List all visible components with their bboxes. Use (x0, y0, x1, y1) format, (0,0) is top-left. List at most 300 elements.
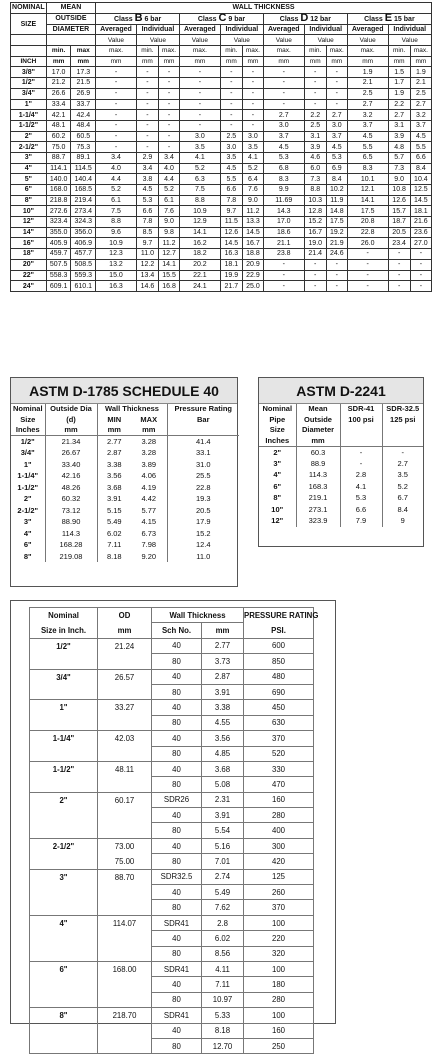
value-cell: - (96, 131, 137, 142)
value-cell: 3.0 (242, 131, 263, 142)
blank-cell (11, 46, 47, 57)
thickness-cell: 5.54 (202, 823, 244, 838)
size-cell: 1/2" (30, 638, 98, 653)
value-cell: - (347, 270, 388, 281)
size-cell: 3" (273, 458, 282, 468)
table-row (11, 551, 239, 563)
value-cell: 168.28 (45, 539, 97, 551)
value-cell: - (159, 110, 180, 121)
thickness-cell: 2.87 (202, 669, 244, 684)
value-cell: - (96, 67, 137, 78)
astm-d1785-panel (10, 377, 238, 587)
table-row (259, 504, 423, 516)
thickness-cell: 7.11 (202, 977, 244, 992)
table-row (11, 206, 432, 217)
value-cell: - (388, 259, 410, 270)
od-cell: 42.03 (98, 731, 152, 746)
pressure-cell: 180 (244, 977, 314, 992)
thickness-cell: 7.01 (202, 854, 244, 869)
size-cell: 4" (30, 915, 98, 930)
value-cell: - (410, 281, 431, 292)
min-header: min. (136, 46, 158, 57)
value-cell: - (242, 67, 263, 78)
value-cell: 10.9 (96, 238, 137, 249)
value-cell: 60.32 (45, 493, 97, 505)
value-cell: 3.0 (220, 142, 242, 153)
astm-d1785-title: ASTM D-1785 SCHEDULE 40 (11, 378, 237, 404)
sch-cell: 80 (152, 823, 202, 838)
od-cell (98, 808, 152, 823)
od-cell (98, 715, 152, 730)
value-cell: - (180, 78, 221, 89)
value-cell: - (136, 78, 158, 89)
value-cell: 60.3 (296, 446, 340, 458)
pressure-cell: 690 (244, 684, 314, 699)
table-row (11, 493, 239, 505)
table-row (11, 110, 432, 121)
individual-header: Individual (388, 24, 431, 35)
size-cell: 6" (273, 481, 282, 491)
value-cell: 10.1 (347, 174, 388, 185)
value-cell: 16.2 (180, 238, 221, 249)
value-cell: 405.9 (46, 238, 71, 249)
size-cell (30, 946, 98, 961)
value-cell: - (180, 110, 221, 121)
value-cell: 3.5 (242, 142, 263, 153)
sdr41-header: SDR-41 (340, 404, 382, 415)
value-cell: 3.5 (220, 152, 242, 163)
value-cell: 33.1 (167, 447, 239, 459)
value-cell: - (304, 270, 326, 281)
value-cell: 22.8 (167, 482, 239, 494)
value-cell: - (326, 270, 347, 281)
size-cell: 2-1/2" (30, 838, 98, 853)
table-row (11, 131, 432, 142)
value-cell: 5.5 (220, 174, 242, 185)
size-cell: 1/2" (11, 78, 47, 89)
size-header: SIZE (11, 13, 47, 35)
value-cell: 19.0 (304, 238, 326, 249)
value-cell: 6.1 (159, 195, 180, 206)
value-cell: - (304, 78, 326, 89)
od-cell: 75.00 (98, 854, 152, 869)
inch-header: INCH (11, 56, 47, 67)
value-cell: - (96, 142, 137, 153)
value-cell: 10.8 (388, 185, 410, 196)
value-cell: 4.5 (410, 131, 431, 142)
value-cell: 114.3 (296, 469, 340, 481)
size-cell: 8" (273, 493, 282, 503)
value-cell: 17.0 (263, 217, 304, 228)
size-cell: 6" (30, 961, 98, 976)
sch-cell: 40 (152, 808, 202, 823)
value-cell: 5.3 (326, 152, 347, 163)
table-row (30, 869, 314, 884)
value-cell: 12.8 (304, 206, 326, 217)
value-cell: 114.3 (45, 528, 97, 540)
value-cell: 168.5 (71, 185, 96, 196)
blank-cell (382, 425, 423, 436)
sch-cell: SDR26 (152, 792, 202, 807)
od-cell (98, 1038, 152, 1053)
value-cell: 610.1 (71, 281, 96, 292)
sch-cell: 40 (152, 931, 202, 946)
pressure-cell: 100 (244, 915, 314, 930)
size-cell: 2" (23, 494, 32, 504)
value-cell: 5.7 (388, 152, 410, 163)
size-cell: 3/8" (11, 67, 47, 78)
value-cell: 17.0 (46, 67, 71, 78)
blank-cell (340, 425, 382, 436)
value-cell: 16.7 (304, 227, 326, 238)
od-cell: 114.07 (98, 915, 152, 930)
od-cell: 48.11 (98, 761, 152, 776)
table-row (259, 469, 423, 481)
value-cell: - (388, 249, 410, 260)
value-cell: 8.8 (180, 195, 221, 206)
value-cell: 2.2 (388, 99, 410, 110)
size-cell: 18" (11, 249, 47, 260)
od-cell (98, 823, 152, 838)
value-cell: 3.56 (97, 470, 131, 482)
value-cell: 273.1 (296, 504, 340, 516)
value-cell: 24.1 (180, 281, 221, 292)
value-cell: 25.5 (167, 470, 239, 482)
value-cell: 8.18 (97, 551, 131, 563)
thickness-cell: 5.08 (202, 777, 244, 792)
value-cell: 88.90 (45, 516, 97, 528)
od-cell (98, 885, 152, 900)
value-cell: 16.3 (220, 249, 242, 260)
pressure-cell: 450 (244, 700, 314, 715)
astm-d1785-table (11, 404, 239, 562)
psi100-header: 100 psi (340, 415, 382, 426)
pressure-cell: 280 (244, 992, 314, 1007)
value-cell: 31.0 (167, 459, 239, 471)
value-cell: - (136, 67, 158, 78)
value-cell: - (220, 120, 242, 131)
blank-cell (340, 436, 382, 447)
value-cell: 7.3 (304, 174, 326, 185)
min-header: min. (304, 46, 326, 57)
value-cell: 7.11 (97, 539, 131, 551)
averaged-header: Averaged (96, 24, 137, 35)
value-cell: 4.5 (326, 142, 347, 153)
table-row (30, 915, 314, 930)
min-header: min. (46, 46, 71, 57)
value-cell: 3.89 (141, 459, 157, 469)
value-cell: 48.26 (45, 482, 97, 494)
blank-cell (167, 425, 239, 436)
value-cell: 25.0 (242, 281, 263, 292)
thickness-cell: 3.68 (202, 761, 244, 776)
sch-cell: 40 (152, 669, 202, 684)
value-cell: 4.1 (242, 152, 263, 163)
size-cell: 8" (23, 551, 32, 561)
table-row (11, 227, 432, 238)
mm-header: mm (410, 56, 431, 67)
value-cell: - (136, 142, 158, 153)
thickness-cell: 4.85 (202, 746, 244, 761)
value-cell: 22.8 (347, 227, 388, 238)
value-cell: 21.9 (326, 238, 347, 249)
pressure-rating-header: PRESSURE RATING (244, 608, 314, 623)
size-cell: 2-1/2" (11, 142, 47, 153)
sch-cell: 80 (152, 1038, 202, 1053)
value-cell: - (382, 446, 423, 458)
size-in-inch-header: Size in Inch. (30, 623, 98, 638)
value-cell: - (159, 142, 180, 153)
value-cell: 7.6 (242, 185, 263, 196)
d-header: (d) (45, 415, 97, 426)
value-cell: 9.0 (388, 174, 410, 185)
value-cell: 9.7 (136, 238, 158, 249)
mm-header: mm (304, 56, 326, 67)
value-cell: 9.0 (159, 217, 180, 228)
value-cell: 8.8 (304, 185, 326, 196)
value-cell: 12.7 (159, 249, 180, 260)
od-cell (98, 992, 152, 1007)
value-cell: 12.5 (410, 185, 431, 196)
value-cell: - (347, 281, 388, 292)
value-cell: 11.0 (167, 551, 239, 563)
value-cell: 3.4 (159, 152, 180, 163)
size-cell (30, 746, 98, 761)
value-cell: - (159, 67, 180, 78)
value-cell: - (304, 88, 326, 99)
size-cell (30, 808, 98, 823)
value-cell: 12.4 (167, 539, 239, 551)
value-cell: 3.1 (304, 131, 326, 142)
value-cell: 16.3 (96, 281, 137, 292)
value-cell: - (410, 259, 431, 270)
outside-header: OUTSIDE (46, 13, 95, 24)
value-cell: 14.1 (180, 227, 221, 238)
value-cell: 4.8 (388, 142, 410, 153)
nominal-header: Nominal (30, 608, 98, 623)
od-cell (98, 654, 152, 669)
value-cell: 5.2 (382, 481, 423, 493)
value-cell: 5.77 (141, 505, 157, 515)
value-cell: 48.1 (46, 120, 71, 131)
value-header: Value (347, 35, 388, 46)
sch-no-header: Sch No. (152, 623, 202, 638)
table-row (11, 459, 239, 471)
table-row (11, 195, 432, 206)
size-cell: 1-1/4" (17, 471, 39, 481)
value-cell: 12.9 (180, 217, 221, 228)
thickness-cell: 8.18 (202, 1023, 244, 1038)
averaged-header: Averaged (347, 24, 388, 35)
value-cell: 2.7 (388, 110, 410, 121)
value-cell: - (136, 131, 158, 142)
mm-header: mm (242, 56, 263, 67)
value-cell: 6.6 (220, 185, 242, 196)
value-cell: 355.0 (46, 227, 71, 238)
value-header: Value (220, 35, 263, 46)
table-row (30, 684, 314, 699)
thickness-cell: 3.73 (202, 654, 244, 669)
value-cell: - (326, 281, 347, 292)
table-row (30, 854, 314, 869)
value-cell: 26.0 (347, 238, 388, 249)
value-cell: 3.91 (97, 493, 131, 505)
inches-header: Inches (11, 425, 45, 436)
astm-d2241-panel (258, 377, 424, 547)
size-cell: 1/2" (20, 437, 35, 446)
value-cell: 559.3 (71, 270, 96, 281)
sch-cell: 40 (152, 638, 202, 653)
value-cell: 4.4 (96, 174, 137, 185)
value-cell: 20.8 (347, 217, 388, 228)
table-row (259, 458, 423, 470)
value-cell: 3.9 (388, 131, 410, 142)
od-cell (98, 977, 152, 992)
astm-d2241-table (259, 404, 423, 527)
max-header: max. (263, 46, 304, 57)
value-cell: 5.3 (340, 492, 382, 504)
mm-header: mm (159, 56, 180, 67)
mm-header: mm (96, 56, 137, 67)
size-cell: 3/4" (11, 88, 47, 99)
table-row (30, 669, 314, 684)
mean-header: Mean (296, 404, 340, 415)
size-cell: 1-1/2" (11, 120, 47, 131)
value-cell: - (220, 78, 242, 89)
value-cell: 6.6 (410, 152, 431, 163)
value-cell: - (159, 78, 180, 89)
size-cell: 3/4" (20, 448, 35, 458)
value-header: Value (180, 35, 221, 46)
size-cell: 8" (11, 195, 47, 206)
value-cell: 114.1 (46, 163, 71, 174)
value-cell: 558.3 (46, 270, 71, 281)
table-row (30, 838, 314, 853)
value-cell: 20.5 (388, 227, 410, 238)
value-cell: - (347, 259, 388, 270)
sch-cell: 80 (152, 900, 202, 915)
max-header: MAX (140, 414, 158, 424)
value-cell: 2.2 (304, 110, 326, 121)
value-cell: 18.1 (410, 206, 431, 217)
table-row (259, 492, 423, 504)
value-cell: 15.7 (388, 206, 410, 217)
table-row (11, 436, 239, 448)
value-cell: - (388, 270, 410, 281)
table-row (30, 792, 314, 807)
od-cell: 168.00 (98, 961, 152, 976)
value-cell: 457.7 (71, 249, 96, 260)
mm-header: mm (296, 436, 340, 447)
value-cell: 17.9 (167, 516, 239, 528)
size-cell: 1" (23, 459, 32, 469)
sch-cell: 40 (152, 731, 202, 746)
value-cell: - (340, 446, 382, 458)
table-row (259, 515, 423, 527)
thickness-cell: 3.91 (202, 808, 244, 823)
value-cell: 324.3 (71, 217, 96, 228)
pressure-cell: 600 (244, 638, 314, 653)
table-row (11, 539, 239, 551)
value-cell: - (304, 99, 326, 110)
value-cell: 17.5 (347, 206, 388, 217)
size-header: Size (269, 425, 285, 435)
astm-d2241-title: ASTM D-2241 (259, 378, 423, 404)
value-cell: 273.4 (71, 206, 96, 217)
value-cell: 14.5 (242, 227, 263, 238)
value-cell: 323.9 (296, 515, 340, 527)
value-cell: 10.4 (410, 174, 431, 185)
wall-thickness-header: Wall Thickness (152, 608, 244, 623)
sch-cell: 40 (152, 1023, 202, 1038)
value-header: Value (136, 35, 179, 46)
table-row (30, 654, 314, 669)
size-cell: 6" (23, 540, 32, 550)
value-cell: 3.7 (410, 120, 431, 131)
value-cell: 21.4 (304, 249, 326, 260)
value-cell: 23.8 (263, 249, 304, 260)
pressure-cell: 370 (244, 900, 314, 915)
value-cell: - (242, 110, 263, 121)
value-cell: - (410, 270, 431, 281)
value-cell: 18.1 (220, 259, 242, 270)
value-cell: 3.7 (326, 131, 347, 142)
table-row (30, 900, 314, 915)
thickness-cell: 4.11 (202, 961, 244, 976)
averaged-header: Averaged (263, 24, 304, 35)
value-cell: 16.8 (159, 281, 180, 292)
value-cell: 15.2 (167, 528, 239, 540)
value-cell: 6.02 (97, 528, 131, 540)
table-row (30, 731, 314, 746)
value-cell: 14.3 (263, 206, 304, 217)
value-cell: 2.5 (220, 131, 242, 142)
size-cell: 16" (11, 238, 47, 249)
value-cell: 12.6 (220, 227, 242, 238)
value-cell: 4.5 (220, 163, 242, 174)
value-cell: 4.4 (159, 174, 180, 185)
table-row (30, 961, 314, 976)
value-cell: - (263, 259, 304, 270)
size-cell (30, 1023, 98, 1038)
value-cell: 9.20 (141, 551, 157, 561)
table-row (30, 777, 314, 792)
value-cell: - (347, 249, 388, 260)
table-row (11, 528, 239, 540)
mm-header: mm (202, 623, 244, 638)
table-row (11, 516, 239, 528)
value-cell: 22.9 (242, 270, 263, 281)
mm-header: mm (97, 425, 131, 436)
size-cell: 2-1/2" (17, 505, 39, 515)
size-cell: 14" (11, 227, 47, 238)
value-cell: - (180, 99, 221, 110)
value-cell: - (159, 120, 180, 131)
table-row (11, 78, 432, 89)
size-cell: 24" (11, 281, 47, 292)
table-row (11, 120, 432, 131)
value-cell: 7.5 (96, 206, 137, 217)
mm-header: mm (131, 425, 167, 436)
mm-header: mm (326, 56, 347, 67)
value-cell: 3.5 (382, 469, 423, 481)
table-row (11, 152, 432, 163)
value-cell: 3.5 (180, 142, 221, 153)
astm-d2241-table-body (259, 404, 423, 527)
thickness-cell: 4.55 (202, 715, 244, 730)
pressure-cell: 100 (244, 961, 314, 976)
mm-header: mm (347, 56, 388, 67)
